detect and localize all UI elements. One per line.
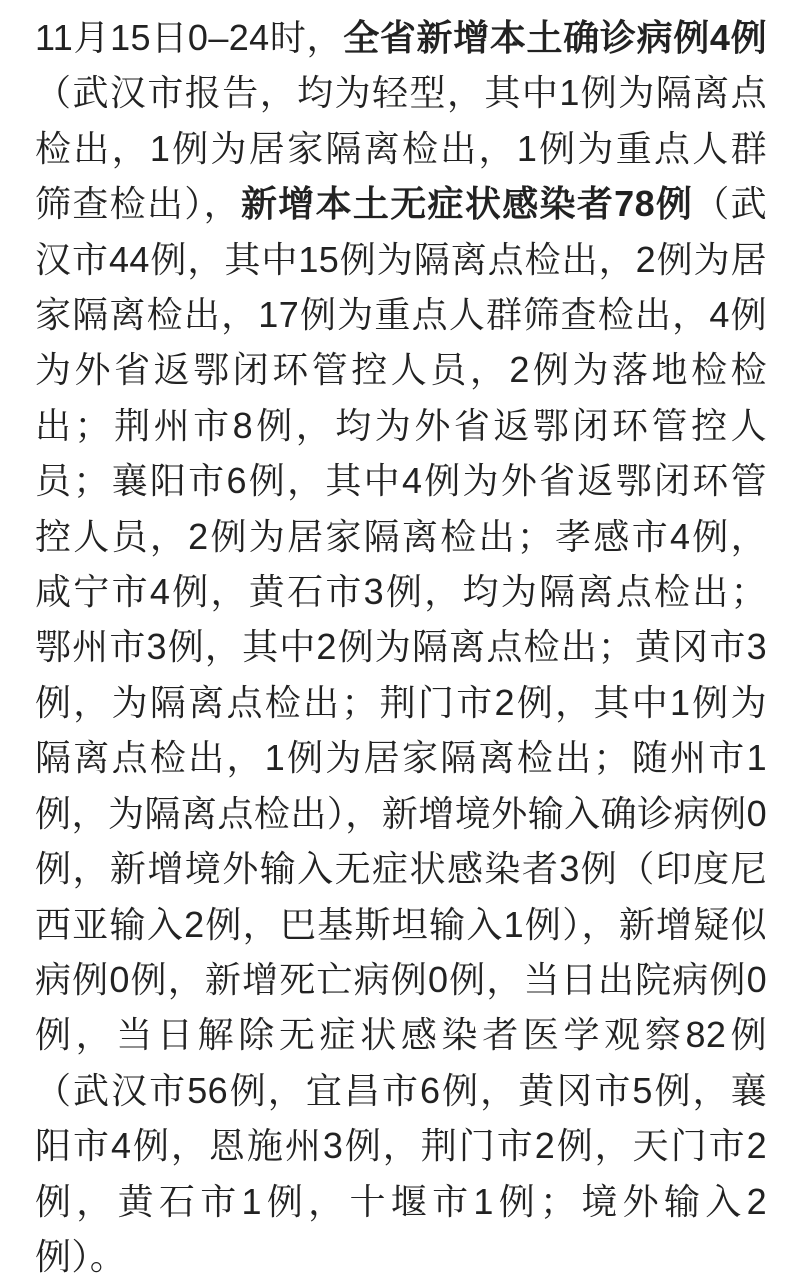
report-body-detail: （武汉市44例，其中15例为隔离点检出，2例为居家隔离检出，17例为重点人群筛查检出，4例为外省返鄂闭环管控人员，2例为落地检检出；荆州市8例，均为外省返鄂闭环管控人员；襄阳市6例，其中4例为外省返鄂闭环管控人员，2例为居家隔离检出；孝感市4例，咸宁市4例，黄石市3例，均为隔离点检出；鄂州市3例，其中2例为隔离点检出；黄冈市3例，为隔离点检出；荆门市2例，其中1例为隔离点检出，1例为居家隔离检出；随州市1例，为隔离点检出），新增境外输入确诊病例0例，新增境外输入无症状感染者3例（印度尼西亚输入2例，巴基斯坦输入1例），新增疑似病例0例，新增死亡病例0例，当日出院病例0例，当日解除无症状感染者医学观察82例（武汉市56例，宜昌市6例，黄冈市5例，襄阳市4例，恩施州3例，荆门市2例，天门市2例，黄石市1例，十堰市1例；境外输入2例）。 [35, 183, 767, 1277]
report-date-prefix: 11月15日0–24时， [35, 17, 344, 58]
new-local-asymptomatic-cases-highlight: 新增本土无症状感染者78例 [240, 183, 694, 225]
report-paragraph [35, 10, 767, 1284]
confirmed-cases-detail: （武汉市报告，均为轻型，其中1例为隔离点检出，1例为居家隔离检出，1例为重点人群筛查检出）， [35, 72, 767, 225]
new-local-confirmed-cases-highlight: 全省新增本土确诊病例4例 [343, 17, 767, 58]
